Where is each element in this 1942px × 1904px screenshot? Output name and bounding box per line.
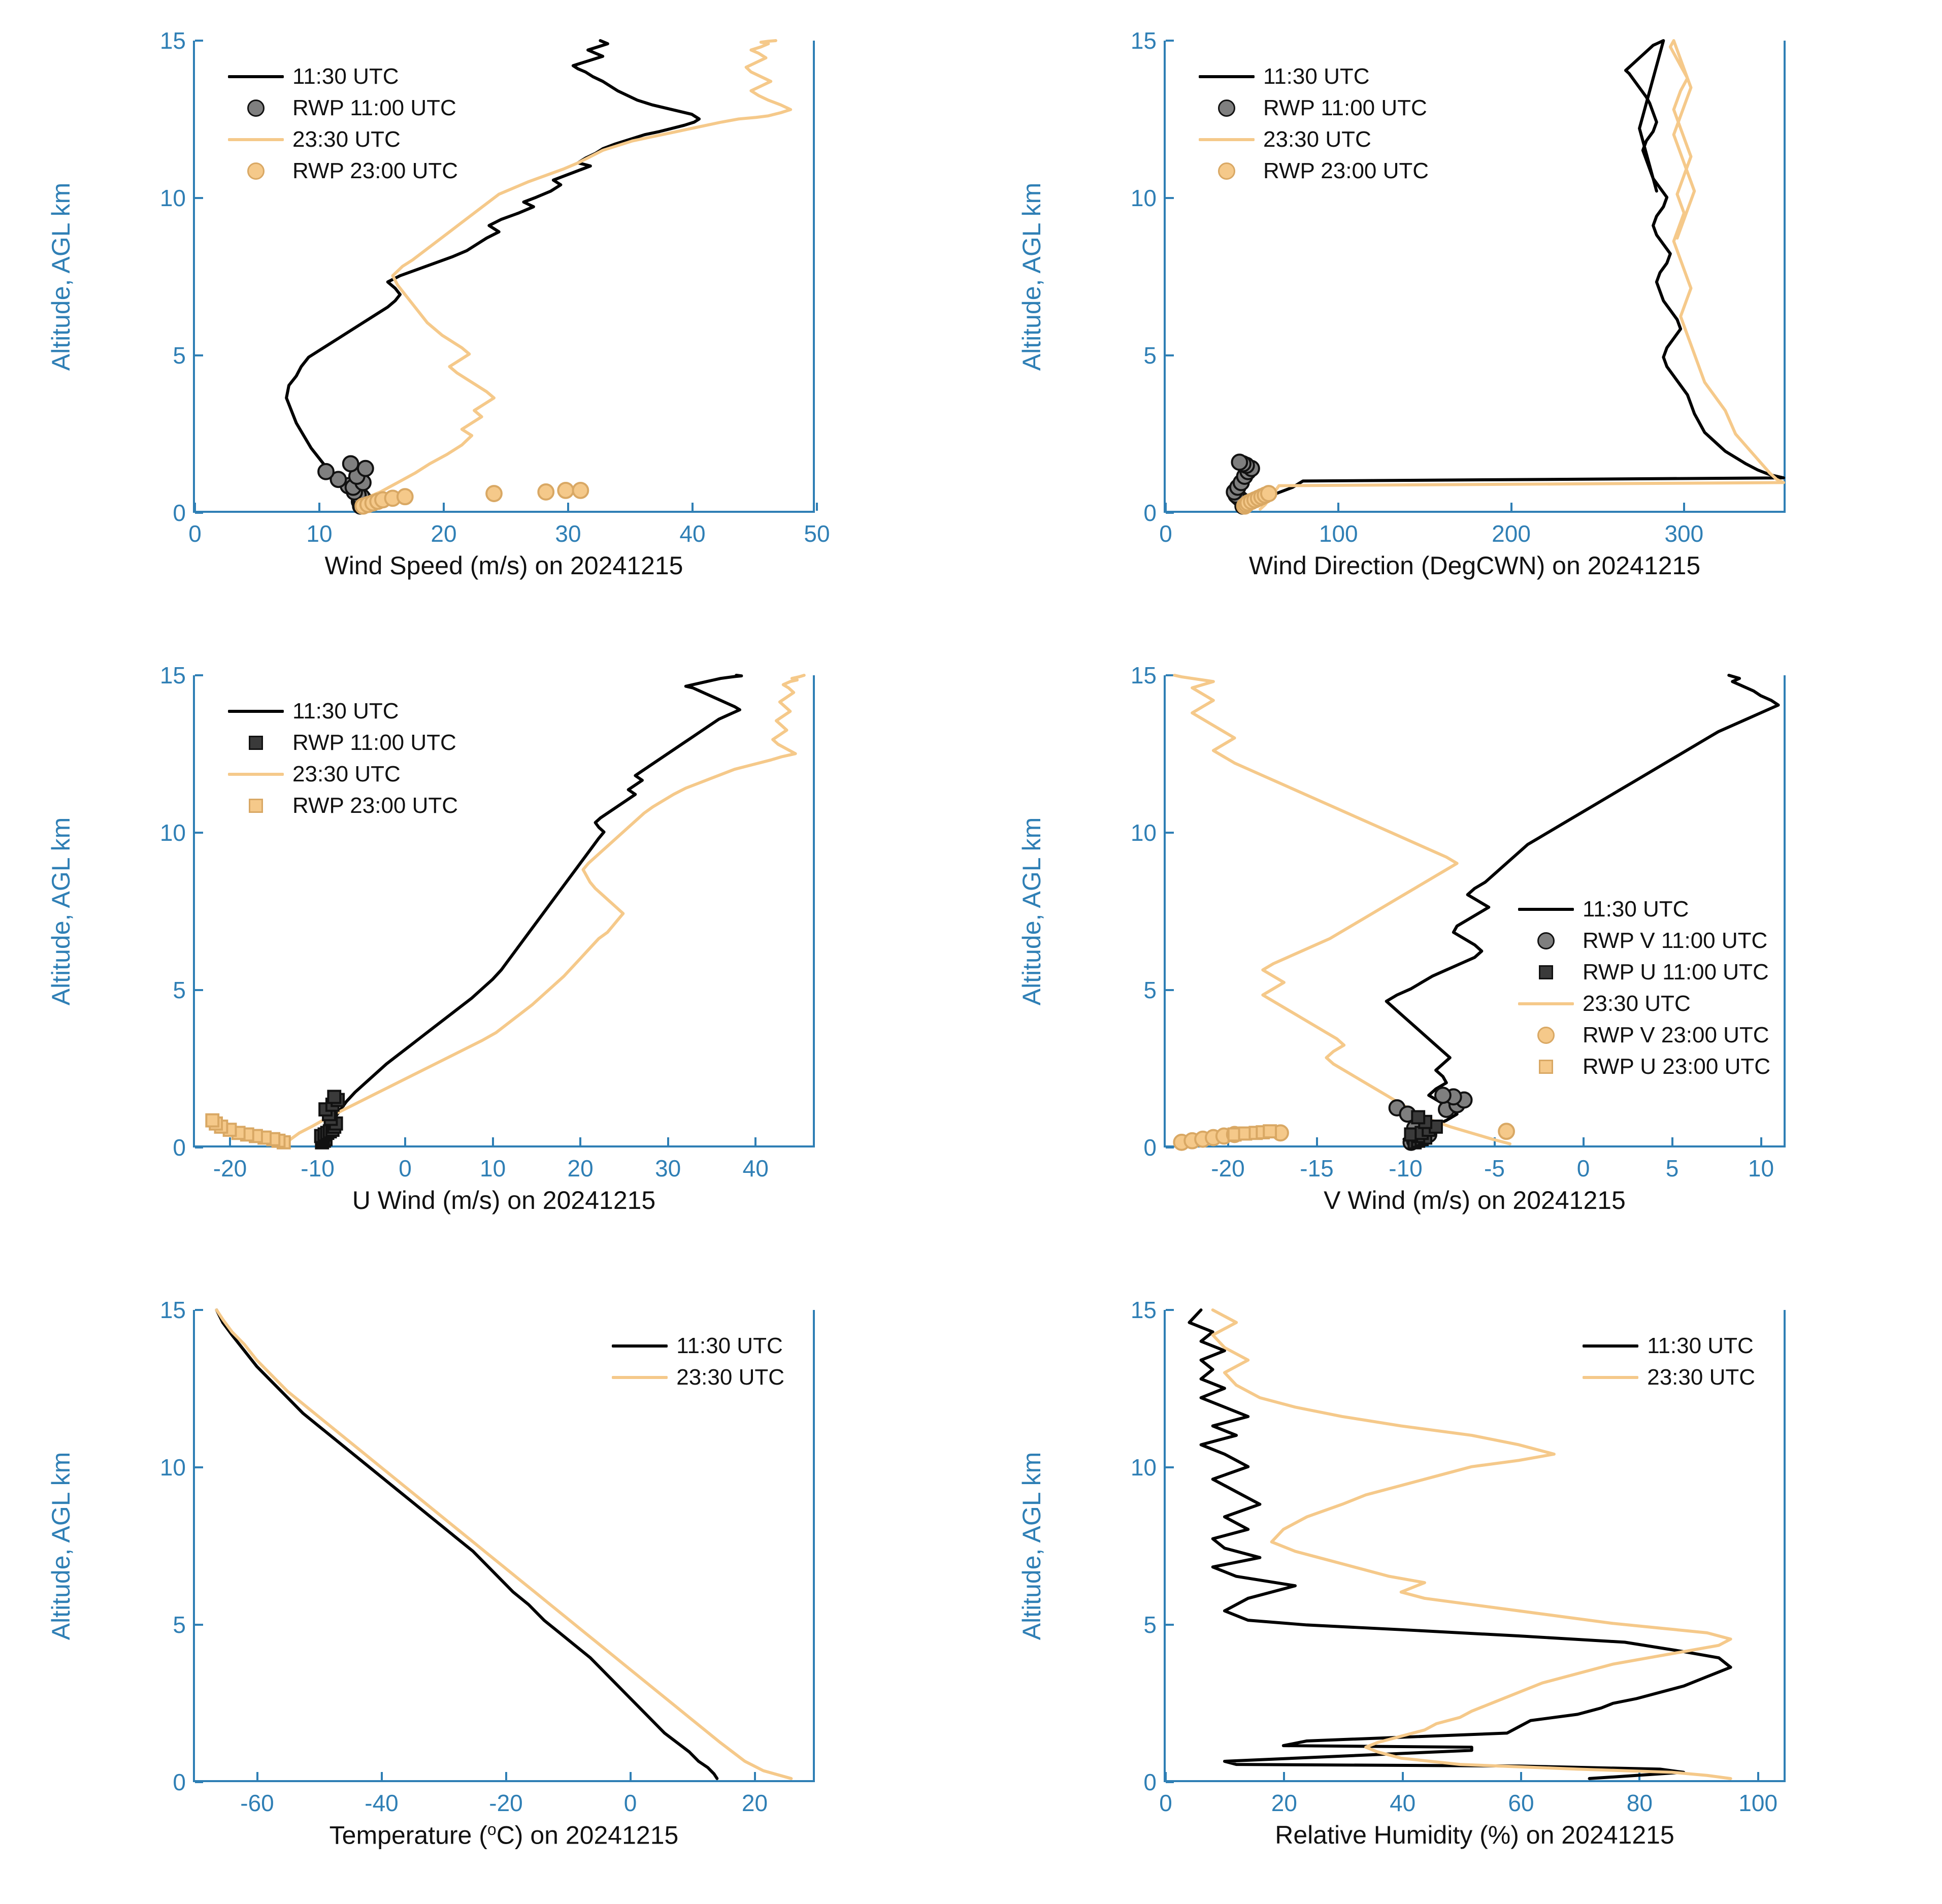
legend-key-circle — [1194, 100, 1259, 117]
legend-key-circle — [223, 162, 288, 180]
legend-item[interactable] — [1513, 1020, 1770, 1051]
x-tick-label: 0 — [623, 1790, 637, 1816]
legend-item[interactable] — [607, 1330, 784, 1362]
x-tick-label: 20 — [1271, 1790, 1297, 1816]
plot-area-v-wind — [1130, 662, 1786, 1181]
x-tick-label: 5 — [1665, 1155, 1679, 1181]
x-tick-label: 60 — [1508, 1790, 1534, 1816]
legend-key-circle — [1194, 162, 1259, 180]
y-tick-label: 5 — [173, 1612, 186, 1638]
legend-item[interactable] — [1513, 988, 1770, 1020]
x-tick-label: 0 — [1159, 1790, 1172, 1816]
legend — [1194, 61, 1429, 187]
legend-square-marker-icon — [1539, 1060, 1553, 1074]
y-tick-label: 15 — [159, 27, 186, 54]
legend-label: RWP 23:00 UTC — [292, 793, 458, 818]
x-tick-label: 0 — [1576, 1155, 1590, 1181]
legend-circle-marker-icon — [1537, 932, 1555, 949]
y-tick-label: 5 — [1143, 1612, 1157, 1638]
legend-item[interactable] — [1194, 124, 1429, 155]
y-tick-mark — [195, 512, 203, 514]
x-tick-label: 80 — [1626, 1790, 1653, 1816]
x-tick-mark — [816, 503, 818, 511]
legend-item[interactable] — [223, 727, 458, 759]
x-tick-label: 10 — [480, 1155, 506, 1181]
legend-label: RWP V 11:00 UTC — [1582, 928, 1768, 953]
legend-label: 23:30 UTC — [1582, 991, 1691, 1016]
legend-key-line — [223, 75, 288, 78]
y-tick-label: 0 — [173, 1769, 186, 1795]
series-marker — [558, 483, 573, 498]
x-axis-label: Wind Direction (DegCWN) on 20241215 — [1248, 551, 1701, 580]
legend-item[interactable] — [223, 61, 458, 92]
plot-area-temperature — [159, 1297, 815, 1816]
y-tick-mark — [195, 1146, 203, 1148]
y-tick-label: 0 — [1143, 1134, 1157, 1161]
y-tick-mark — [1166, 1781, 1174, 1783]
legend-line-swatch — [228, 138, 284, 141]
y-tick-label: 0 — [1143, 500, 1157, 526]
series-marker — [358, 461, 373, 476]
legend-key-square — [1513, 965, 1578, 979]
y-tick-label: 10 — [159, 185, 186, 211]
series-marker — [1261, 486, 1276, 501]
legend-key-square — [1513, 1060, 1578, 1074]
legend-key-line — [1578, 1376, 1643, 1379]
legend-label: RWP 11:00 UTC — [292, 730, 456, 755]
legend-line-swatch — [1518, 1002, 1574, 1005]
x-tick-label: -40 — [365, 1790, 399, 1816]
legend-line-swatch — [612, 1376, 668, 1379]
y-axis-label: Altitude, AGL km — [47, 1452, 75, 1640]
legend — [607, 1330, 784, 1393]
series-marker — [573, 483, 588, 498]
legend-item[interactable] — [223, 155, 458, 187]
x-tick-label: 20 — [741, 1790, 768, 1816]
legend-label: RWP 11:00 UTC — [292, 95, 456, 120]
legend-item[interactable] — [1513, 894, 1770, 925]
y-tick-label: 15 — [1130, 1297, 1157, 1323]
legend-circle-marker-icon — [247, 100, 265, 117]
series-marker — [538, 484, 553, 500]
legend-label: 11:30 UTC — [292, 699, 399, 724]
x-tick-label: 20 — [431, 520, 457, 547]
legend-item[interactable] — [223, 790, 458, 822]
x-tick-label: 10 — [306, 520, 333, 547]
y-tick-label: 0 — [173, 500, 186, 526]
legend-item[interactable] — [1513, 1051, 1770, 1082]
legend-key-circle — [223, 100, 288, 117]
x-tick-label: 30 — [555, 520, 581, 547]
x-tick-label: -20 — [489, 1790, 523, 1816]
legend-label: RWP V 23:00 UTC — [1582, 1023, 1769, 1047]
series-marker — [318, 464, 334, 479]
legend-line-swatch — [1199, 138, 1255, 141]
y-axis-label: Altitude, AGL km — [47, 182, 75, 371]
legend-key-square — [223, 736, 288, 750]
legend-circle-marker-icon — [247, 162, 265, 180]
chart-panel-v-wind — [971, 635, 1942, 1269]
chart-panel-temperature — [0, 1269, 971, 1904]
legend-label: 23:30 UTC — [1263, 127, 1371, 152]
series-marker — [1232, 454, 1247, 470]
x-tick-label: -20 — [213, 1155, 247, 1181]
legend-item[interactable] — [1513, 925, 1770, 957]
legend-line-swatch — [228, 773, 284, 776]
legend — [223, 61, 458, 187]
legend-label: 23:30 UTC — [1647, 1365, 1755, 1390]
legend-item[interactable] — [223, 759, 458, 790]
legend — [1513, 894, 1770, 1082]
plot-area-u-wind — [159, 662, 815, 1181]
y-axis-label: Altitude, AGL km — [1017, 182, 1046, 371]
legend-item[interactable] — [607, 1362, 784, 1393]
y-tick-label: 5 — [173, 342, 186, 369]
y-tick-mark — [195, 1781, 203, 1783]
x-tick-label: -10 — [301, 1155, 335, 1181]
y-tick-label: 15 — [1130, 662, 1157, 688]
y-tick-label: 0 — [1143, 1769, 1157, 1795]
y-tick-label: 10 — [1130, 1454, 1157, 1481]
legend-key-line — [607, 1344, 672, 1348]
y-tick-label: 10 — [1130, 185, 1157, 211]
series-marker — [486, 486, 502, 501]
legend-item[interactable] — [1194, 92, 1429, 124]
legend-item[interactable] — [1194, 155, 1429, 187]
x-tick-label: 50 — [804, 520, 830, 547]
x-tick-label: 20 — [567, 1155, 594, 1181]
legend — [223, 696, 458, 822]
legend-key-line — [223, 710, 288, 713]
y-tick-label: 5 — [1143, 342, 1157, 369]
legend-key-circle — [1513, 1027, 1578, 1044]
legend — [1578, 1330, 1755, 1393]
y-tick-label: 10 — [1130, 819, 1157, 846]
plot-area-wind-direction — [1130, 27, 1786, 547]
legend-line-swatch — [1199, 75, 1255, 78]
series-marker — [1412, 1111, 1424, 1123]
legend-circle-marker-icon — [1218, 162, 1235, 180]
x-tick-label: 40 — [1390, 1790, 1416, 1816]
x-tick-label: -15 — [1300, 1155, 1334, 1181]
x-tick-label: 200 — [1492, 520, 1531, 547]
legend-key-line — [1578, 1344, 1643, 1348]
legend-square-marker-icon — [1539, 965, 1553, 979]
legend-label: RWP 11:00 UTC — [1263, 95, 1427, 120]
legend-line-swatch — [612, 1344, 668, 1348]
y-tick-label: 15 — [159, 1297, 186, 1323]
legend-item[interactable] — [1578, 1362, 1755, 1393]
legend-item[interactable] — [1578, 1330, 1755, 1362]
x-tick-label: -60 — [240, 1790, 274, 1816]
legend-line-swatch — [1518, 908, 1574, 911]
x-tick-label: -5 — [1484, 1155, 1505, 1181]
legend-label: RWP U 23:00 UTC — [1582, 1054, 1770, 1079]
legend-label: 11:30 UTC — [1263, 64, 1370, 89]
legend-line-swatch — [1583, 1376, 1638, 1379]
legend-key-line — [1194, 75, 1259, 78]
legend-item[interactable] — [223, 696, 458, 727]
series-marker — [1435, 1088, 1451, 1103]
plot-area-relative-humidity — [1130, 1297, 1786, 1816]
series-marker — [398, 489, 413, 504]
legend-label: 11:30 UTC — [292, 64, 399, 89]
series-line — [1174, 675, 1510, 1144]
legend-line-swatch — [228, 75, 284, 78]
legend-label: 11:30 UTC — [1647, 1333, 1754, 1358]
x-tick-label: 0 — [399, 1155, 412, 1181]
x-axis-label: U Wind (m/s) on 20241215 — [352, 1186, 656, 1214]
legend-label: 23:30 UTC — [292, 762, 401, 786]
legend-key-line — [223, 773, 288, 776]
legend-label: RWP U 11:00 UTC — [1582, 960, 1769, 984]
x-axis-label: V Wind (m/s) on 20241215 — [1324, 1186, 1626, 1214]
x-tick-label: 10 — [1748, 1155, 1774, 1181]
chart-panel-u-wind — [0, 635, 971, 1269]
y-tick-label: 10 — [159, 1454, 186, 1481]
legend-key-line — [1513, 908, 1578, 911]
series-marker — [343, 456, 358, 471]
legend-key-line — [223, 138, 288, 141]
series-marker — [328, 1091, 340, 1103]
legend-line-swatch — [1583, 1344, 1638, 1348]
x-tick-label: 40 — [679, 520, 706, 547]
x-tick-label: 100 — [1738, 1790, 1778, 1816]
legend-label: 23:30 UTC — [292, 127, 401, 152]
legend-key-circle — [1513, 932, 1578, 949]
legend-item[interactable] — [1513, 957, 1770, 988]
legend-item[interactable] — [1194, 61, 1429, 92]
y-tick-label: 15 — [159, 662, 186, 688]
legend-circle-marker-icon — [1218, 100, 1235, 117]
y-tick-label: 0 — [173, 1134, 186, 1161]
y-tick-label: 5 — [173, 977, 186, 1003]
plot-area-wind-speed — [159, 27, 830, 547]
x-axis-label: Relative Humidity (%) on 20241215 — [1275, 1821, 1674, 1849]
y-tick-label: 5 — [1143, 977, 1157, 1003]
legend-item[interactable] — [223, 124, 458, 155]
legend-label: RWP 23:00 UTC — [1263, 158, 1429, 183]
legend-key-line — [1513, 1002, 1578, 1005]
series-marker — [1499, 1124, 1514, 1139]
legend-key-square — [223, 799, 288, 813]
x-tick-label: 100 — [1319, 520, 1358, 547]
legend-key-line — [607, 1376, 672, 1379]
legend-label: RWP 23:00 UTC — [292, 158, 458, 183]
legend-line-swatch — [228, 710, 284, 713]
legend-circle-marker-icon — [1537, 1027, 1555, 1044]
x-tick-label: 30 — [655, 1155, 681, 1181]
chart-panel-relative-humidity — [971, 1269, 1942, 1904]
y-axis-label: Altitude, AGL km — [1017, 817, 1046, 1006]
legend-item[interactable] — [223, 92, 458, 124]
legend-square-marker-icon — [249, 799, 263, 813]
x-tick-label: -10 — [1389, 1155, 1423, 1181]
x-tick-label: 0 — [188, 520, 202, 547]
x-tick-label: -20 — [1211, 1155, 1245, 1181]
x-axis-label: Wind Speed (m/s) on 20241215 — [324, 551, 683, 580]
legend-square-marker-icon — [249, 736, 263, 750]
series-marker — [1264, 1125, 1276, 1137]
y-axis-label: Altitude, AGL km — [1017, 1452, 1046, 1640]
chart-panel-wind-speed — [0, 0, 971, 635]
y-tick-mark — [1166, 512, 1174, 514]
x-axis-label: Temperature ($^o$C) on 20241215 — [329, 1820, 679, 1850]
legend-label: 23:30 UTC — [676, 1365, 784, 1390]
x-tick-label: 40 — [742, 1155, 769, 1181]
y-tick-label: 15 — [1130, 27, 1157, 54]
series-marker — [206, 1114, 218, 1127]
legend-label: 11:30 UTC — [676, 1333, 783, 1358]
legend-key-line — [1194, 138, 1259, 141]
y-tick-mark — [1166, 1146, 1174, 1148]
y-tick-label: 10 — [159, 819, 186, 846]
y-axis-label: Altitude, AGL km — [47, 817, 75, 1006]
x-tick-label: 0 — [1159, 520, 1172, 547]
chart-panel-wind-direction — [971, 0, 1942, 635]
legend-label: 11:30 UTC — [1582, 897, 1689, 922]
x-tick-label: 300 — [1664, 520, 1704, 547]
